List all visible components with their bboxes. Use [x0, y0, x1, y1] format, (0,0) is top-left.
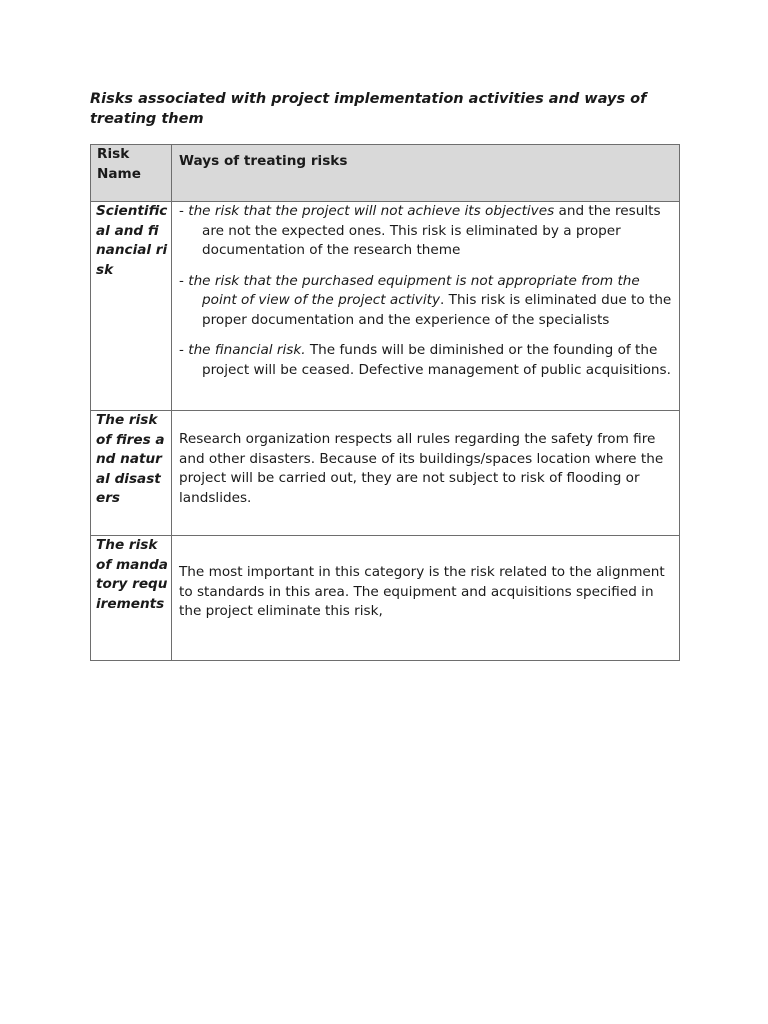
risk-name-cell: Scientifical and financial risk — [91, 202, 172, 411]
column-header-ways: Ways of treating risks — [172, 145, 680, 202]
risk-name-cell: The risk of fires and natural disasters — [91, 411, 172, 536]
table-header-row — [91, 145, 680, 202]
ways-cell: The most important in this category is the risk related to the alignment to standards in this area. The equipment and acquisitions specified in the project eliminate this risk, — [172, 536, 680, 661]
list-item: - the risk that the purchased equipment is not appropriate from the point of view of the project activity. This risk is eliminated due to the proper documentation and the experience of the specialists — [179, 272, 672, 328]
risk-emphasis: the risk that the project will not achieve its objectives — [188, 203, 555, 219]
list-item: - the risk that the project will not achieve its objectives and the results are not the expected ones. This risk is eliminated by a proper documentation of the research theme — [179, 203, 661, 258]
risk-name-cell: The risk of mandatory requirements — [91, 536, 172, 661]
ways-cell: Research organization respects all rules regarding the safety from fire and other disasters. Because of its buildings/spaces location where the project will be carried out, they are not subject to risk of flooding or landslides. — [172, 411, 680, 536]
risk-description: . This risk is eliminated due to the proper documentation and the experience of the specialists — [202, 292, 672, 328]
ways-cell — [172, 202, 680, 411]
column-header-risk-name-label: Risk Name — [97, 146, 141, 182]
risk-description: and the results are not the expected ones. This risk is eliminated by a proper documentation of the research theme — [202, 203, 661, 258]
table-row — [91, 411, 680, 536]
column-header-risk-name — [91, 145, 172, 202]
page-title: Risks associated with project implementation activities and ways of treating them — [90, 91, 647, 127]
risk-description: The funds will be diminished or the founding of the project will be ceased. Defective management of public acquisitions. — [202, 342, 671, 378]
risk-emphasis: the risk that the purchased equipment is not appropriate from the point of view of the project activity — [188, 272, 640, 308]
risk-table — [90, 144, 680, 661]
risk-emphasis: the financial risk. — [188, 342, 306, 358]
list-item: - the financial risk. The funds will be diminished or the founding of the project will be ceased. Defective management of public acquisitions. — [179, 342, 671, 378]
table-row — [91, 202, 680, 411]
table-row — [91, 536, 680, 661]
